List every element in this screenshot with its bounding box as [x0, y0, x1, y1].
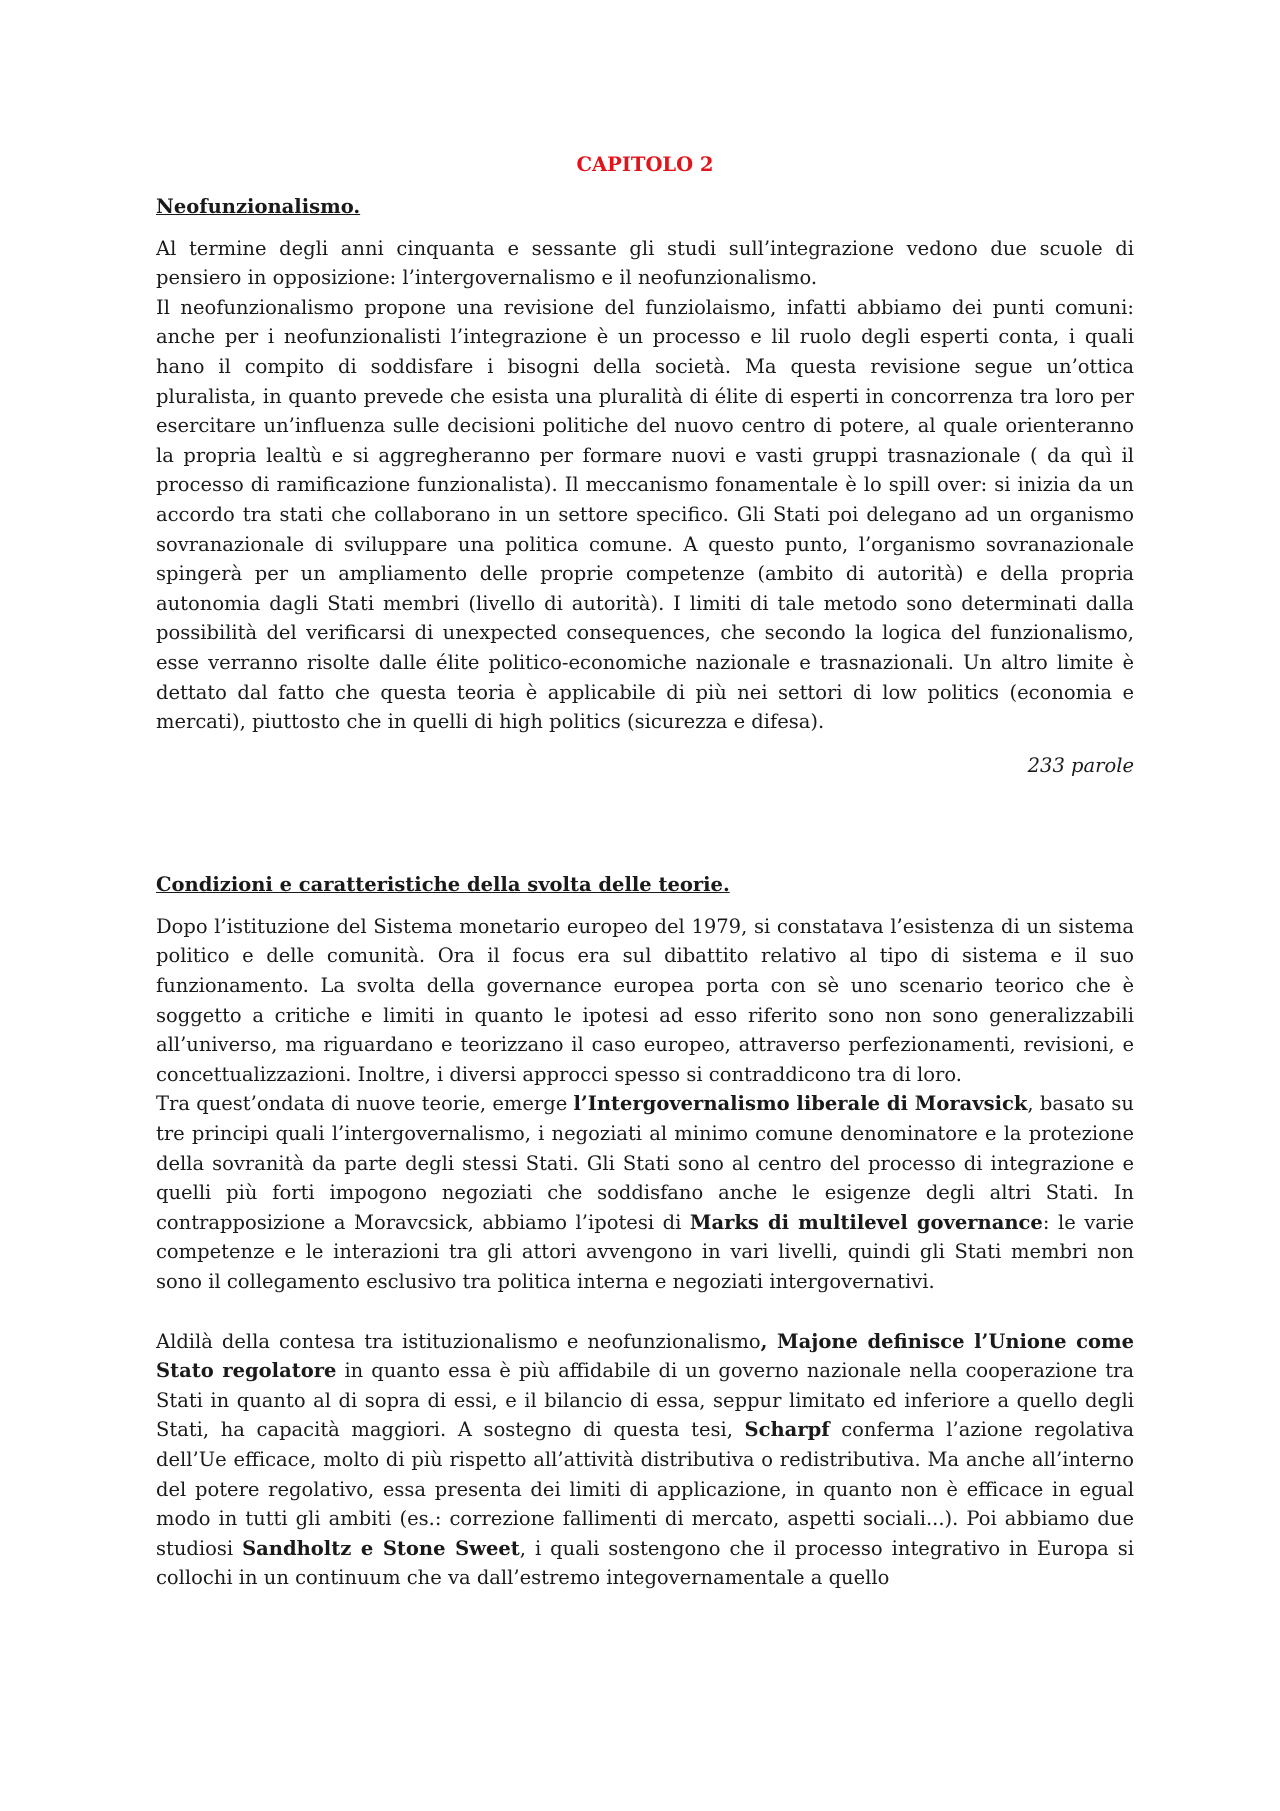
- bold-term-marks: Marks di multilevel governance: [689, 1210, 1043, 1234]
- text-span: : le varie competenze e le interazioni tra gli attori avvengono in vari livelli, quindi gli Stati membri non sono il collegamento esclusivo tra politica interna e negoziati intergovernativi.: [156, 1210, 1135, 1293]
- document-page: [156, 150, 1134, 1593]
- paragraph-5: [156, 1327, 1134, 1593]
- bold-term-moravsick: l’Intergovernalismo liberale di Moravsick: [573, 1092, 1028, 1116]
- text-span: Aldilà della contesa tra istituzionalismo e neofunzionalismo: [156, 1329, 761, 1353]
- section-heading-neofunzionalismo: Neofunzionalismo.: [156, 195, 361, 218]
- section-heading-condizioni: Condizioni e caratteristiche della svolta delle teorie.: [156, 873, 730, 897]
- paragraph-4: [156, 1089, 1134, 1296]
- text-span: in quanto essa è più affidabile di un governo nazionale nella cooperazione tra Stati in quanto al di sopra di essi, e il bilancio di essa, seppur limitato ed inferiore a quello degli Stati, ha capacità maggiori. A sostegno di questa tesi,: [156, 1359, 1134, 1442]
- paragraph-2: Il neofunzionalismo propone una revisione del funziolaismo, infatti abbiamo dei punti comuni: anche per i neofunzionalisti l’integrazione è un processo e lil ruolo degli esperti conta, i quali hano il compito di soddisfare i bisogni della società. Ma questa revisione segue un’ottica pluralista, in quanto prevede che esista una pluralità di élite di esperti in concorrenza tra loro per esercitare un’influenza sulle decisioni politiche del nuovo centro di potere, al quale orienteranno la propria lealtù e si aggregheranno per formare nuovi e vasti gruppi trasnazionale ( da quì il processo di ramificazione funzionalista). Il meccanismo fonamentale è lo spill over: si inizia da un accordo tra stati che collaborano in un settore specifico. Gli Stati poi delegano ad un organismo sovranazionale di sviluppare una politica comune. A questo punto, l’organismo sovranazionale spingerà per un ampliamento delle proprie competenze (ambito di autorità) e della propria autonomia dagli Stati membri (livello di autorità). I limiti di tale metodo sono determinati dalla possibilità del verificarsi di unexpected consequences, che secondo la logica del funzionalismo, esse verranno risolte dalle élite politico-economiche nazionale e trasnazionali. Un altro limite è dettato dal fatto che questa teoria è applicabile di più nei settori di low politics (economia e mercati), piuttosto che in quelli di high politics (sicurezza e difesa).: [156, 295, 1134, 734]
- text-span: conferma l’azione regolativa dell’Ue efficace, molto di più rispetto all’attività distributiva o redistributiva. Ma anche all’interno del potere regolativo, essa presenta dei limiti di applicazione, in quanto non è efficace in egual modo in tutti gli ambiti (es.: correzione fallimenti di mercato, aspetti sociali...). Poi abbiamo due studiosi: [156, 1418, 1134, 1560]
- text-span: , i quali sostengono che il processo integrativo in Europa si collochi in un continuum che va dall’estremo integovernamentale a quello: [156, 1536, 1135, 1590]
- word-count: 233 parole: [1027, 753, 1134, 777]
- bold-term-sandholtz: Sandholtz e Stone Sweet: [242, 1536, 520, 1560]
- bold-term-majone: , Majone definisce l’Unione come Stato regolatore: [156, 1329, 1134, 1383]
- chapter-title: CAPITOLO 2: [576, 153, 714, 176]
- text-span: Tra quest’ondata di nuove teorie, emerge: [156, 1092, 574, 1116]
- bold-term-scharpf: Scharpf: [744, 1418, 830, 1442]
- paragraph-1: Al termine degli anni cinquanta e sessante gli studi sull’integrazione vedono due scuole di pensiero in opposizione: l’intergovernalismo e il neofunzionalismo.: [156, 236, 1134, 290]
- text-span: , basato su tre principi quali l’intergovernalismo, i negoziati al minimo comune denominatore e la protezione della sovranità da parte degli stessi Stati. Gli Stati sono al centro del processo di integrazione e quelli più forti impogono negoziati che soddisfano anche le esigenze degli altri Stati. In contrapposizione a Moravcsick, abbiamo l’ipotesi di: [156, 1092, 1134, 1234]
- paragraph-3: Dopo l’istituzione del Sistema monetario europeo del 1979, si constatava l’esistenza di un sistema politico e delle comunità. Ora il focus era sul dibattito relativo al tipo di sistema e il suo funzionamento. La svolta della governance europea porta con sè uno scenario teorico che è soggetto a critiche e limiti in quanto le ipotesi ad esso riferito sono non sono generalizzabili all’universo, ma riguardano e teorizzano il caso europeo, attraverso perfezionamenti, revisioni, e concettualizzazioni. Inoltre, i diversi approcci spesso si contraddicono tra di loro.: [156, 914, 1134, 1086]
